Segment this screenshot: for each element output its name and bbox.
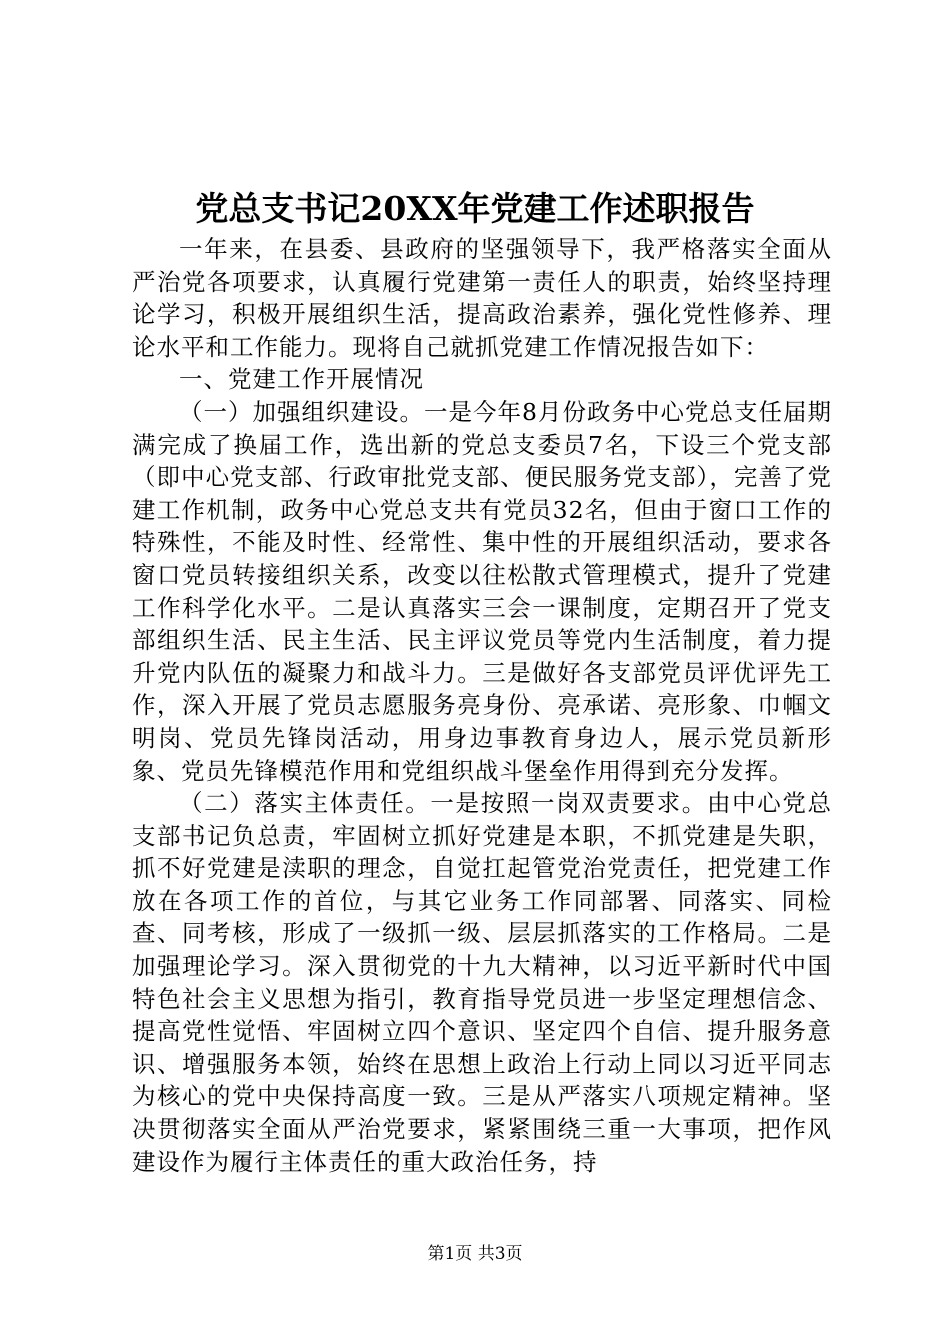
intro-paragraph: 一年来，在县委、县政府的坚强领导下，我严格落实全面从严治党各项要求，认真履行党建第一责任人的职责，始终坚持理论学习，积极开展组织生活，提高政治素养，强化党性修养、理论水平和工作能力。现将自己就抓党建工作情况报告如下： [132,235,832,361]
subsection-organization-paragraph: （一）加强组织建设。一是今年8月份政务中心党总支任届期满完成了换届工作，选出新的党总支委员7名，下设三个党支部（即中心党支部、行政审批党支部、便民服务党支部），完善了党建工作机制，政务中心党总支共有党员32名，但由于窗口工作的特殊性，不能及时性、经常性、集中性的开展组织活动，要求各窗口党员转接组织关系，改变以往松散式管理模式，提升了党建工作科学化水平。二是认真落实三会一课制度，定期召开了党支部组织生活、民主生活、民主评议党员等党内生活制度，着力提升党内队伍的凝聚力和战斗力。三是做好各支部党员评优评先工作，深入开展了党员志愿服务亮身份、亮承诺、亮形象、巾帼文明岗、党员先锋岗活动，用身边事教育身边人，展示党员新形象、党员先锋模范作用和党组织战斗堡垒作用得到充分发挥。 [132,397,832,785]
section-heading: 一、党建工作开展情况 [179,365,424,394]
subsection-responsibility-paragraph: （二）落实主体责任。一是按照一岗双责要求。由中心党总支部书记负总责，牢固树立抓好党建是本职，不抓党建是失职，抓不好党建是渎职的理念，自觉扛起管党治党责任，把党建工作放在各项工作的首位，与其它业务工作同部署、同落实、同检查、同考核，形成了一级抓一级、层层抓落实的工作格局。二是加强理论学习。深入贯彻党的十九大精神，以习近平新时代中国特色社会主义思想为指引，教育指导党员进一步坚定理想信念、提高党性觉悟、牢固树立四个意识、坚定四个自信、提升服务意识、增强服务本领，始终在思想上政治上行动上同以习近平同志为核心的党中央保持高度一致。三是从严落实八项规定精神。坚决贯彻落实全面从严治党要求，紧紧围绕三重一大事项，把作风建设作为履行主体责任的重大政治任务，持 [132,789,832,1176]
document-title: 党总支书记20XX年党建工作述职报告 [195,189,755,228]
page-number-footer: 第1页 共3页 [427,1244,523,1264]
document-body [132,233,832,1178]
